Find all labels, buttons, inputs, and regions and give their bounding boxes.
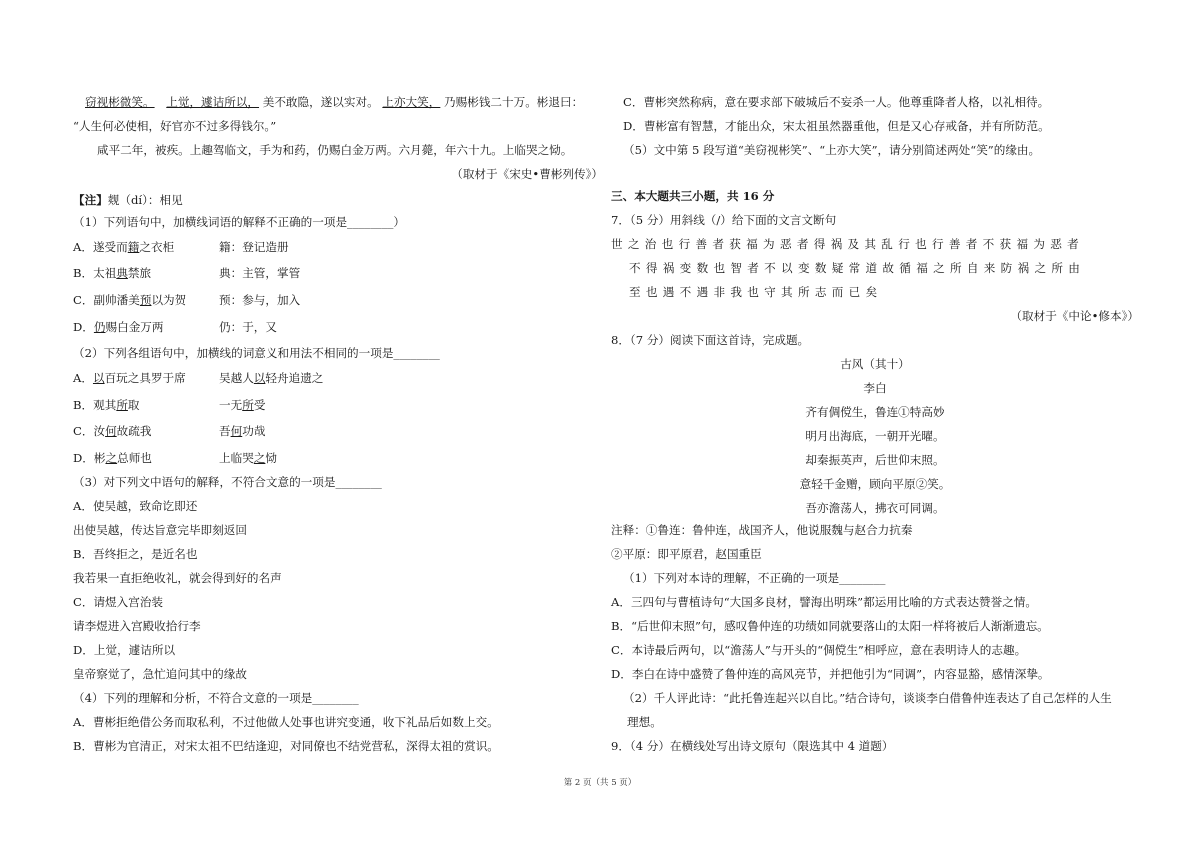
page-number: 第 2 页（共 5 页） — [563, 778, 637, 788]
question-8-stem: 8．（7 分）阅读下面这首诗，完成题。 — [611, 333, 810, 347]
classical-text-line: 不得祸变数也智者不以变数疑常道故循福之所自来防祸之所由 — [629, 261, 1086, 275]
classical-text-line: 至也遇不遇非我也守其所志而已矣 — [629, 285, 883, 299]
question-2-option-d: D．彬之总师也 上临哭之恸 — [73, 451, 278, 465]
underlined-phrase: 窃视彬微笑。 — [85, 95, 155, 109]
poem-line: 齐有倜傥生，鲁连①特高妙 — [805, 405, 945, 419]
question-2-option-a: A．以百玩之具罗于席 吴越人以轻舟追遗之 — [73, 371, 324, 385]
passage-line: “人生何必使相，好官亦不过多得钱尔。” — [73, 119, 277, 133]
question-3-line: D．上觉，遽诘所以 — [73, 643, 176, 657]
annotation-label: 【注】 — [73, 193, 108, 207]
question-7-stem: 7．（5 分）用斜线（/）给下面的文言文断句 — [611, 213, 837, 227]
question-8-1-option: A．三四句与曹植诗句“大国多良材，譬海出明珠”都运用比喻的方式表达赞誉之情。 — [611, 595, 1038, 609]
passage-line: 咸平二年，被疾。上趣驾临文，手为和药，仍赐白金万两。六月薨，年六十九。上临哭之恸。 — [97, 143, 573, 157]
question-5: （5）文中第 5 段写道“美窃视彬笑”、“上亦大笑”，请分别简述两处“笑”的缘由。 — [623, 143, 1041, 157]
question-1-option-b: B．太祖典禁旅 典：主管，掌管 — [73, 266, 301, 280]
poem-author: 李白 — [863, 381, 887, 395]
question-3-line: 请李煜进入宫殿收拾行李 — [73, 619, 201, 633]
question-8-1-option: D．李白在诗中盛赞了鲁仲连的高风亮节，并把他引为“同调”，内容显豁，感情深挚。 — [611, 667, 1050, 681]
question-8-2-line: （2）千人评此诗：“此托鲁连起兴以自比。”结合诗句，谈谈李白借鲁仲连表达了自己怎样的人生 — [623, 691, 1112, 705]
poem-title: 古风（其十） — [840, 357, 910, 371]
question-1-option-a: A．遂受而籍之衣柜 籍：登记造册 — [73, 240, 289, 254]
question-1-stem: （1）下列语句中，加横线词语的解释不正确的一项是________） — [73, 215, 406, 229]
question-4-option-a: A．曹彬拒绝借公务而取私利，不过他做人处事也讲究变通，收下礼品后如数上交。 — [73, 715, 499, 729]
question-4-option-b: B．曹彬为官清正，对宋太祖不巴结逢迎，对同僚也不结党营私，深得太祖的赏识。 — [73, 739, 499, 753]
question-1-option-d: D．仍赐白金万两 仍：于，又 — [73, 320, 277, 334]
question-3-line: B．吾终拒之，是近名也 — [73, 547, 198, 561]
poem-line: 明月出海底，一朝开光曜。 — [805, 429, 945, 443]
question-8-2-line: 理想。 — [627, 715, 662, 729]
poem-line: 意轻千金赠，顾向平原②笑。 — [799, 477, 951, 491]
question-4-stem: （4）下列的理解和分析，不符合文意的一项是________ — [73, 691, 359, 705]
question-2-stem: （2）下列各组语句中，加横线的词意义和用法不相同的一项是________ — [73, 346, 440, 360]
question-4-option-d: D．曹彬富有智慧，才能出众，宋太祖虽然器重他，但是又心存戒备，并有所防范。 — [623, 119, 1050, 133]
question-7-source: （取材于《中论•修本》） — [1010, 309, 1139, 323]
question-1-option-c: C．副帅潘美预以为贺 预：参与，加入 — [73, 293, 301, 307]
question-3-line: A．使吴越，致命讫即还 — [73, 499, 198, 513]
question-8-1-option: B．“后世仰末照”句，感叹鲁仲连的功绩如同就要落山的太阳一样将被后人渐渐遗忘。 — [611, 619, 1049, 633]
question-3-line: C．请煜入宫治装 — [73, 595, 164, 609]
question-2-option-b: B．观其所取 一无所受 — [73, 398, 266, 412]
annotation-text: 觌（dí）：相见 — [107, 193, 183, 207]
question-9: 9．（4 分）在横线处写出诗文原句（限选其中 4 道题） — [611, 739, 894, 753]
question-3-stem: （3）对下列文中语句的解释，不符合文意的一项是________ — [73, 475, 382, 489]
poem-line: 吾亦澹荡人，拂衣可同调。 — [805, 501, 945, 515]
poem-line: 却秦振英声，后世仰末照。 — [805, 453, 945, 467]
question-3-line: 皇帝察觉了，急忙追问其中的缘故 — [73, 667, 247, 681]
question-8-1-stem: （1）下列对本诗的理解，不正确的一项是________ — [623, 571, 886, 585]
question-3-line: 我若果一直拒绝收礼，就会得到好的名声 — [73, 571, 282, 585]
question-8-1-option: C．本诗最后两句，以“澹荡人”与开头的“倜傥生”相呼应，意在表明诗人的志趣。 — [611, 643, 1027, 657]
section-3-heading: 三、本大题共三小题，共 16 分 — [611, 189, 775, 203]
poem-note: 注释：①鲁连：鲁仲连，战国齐人，他说服魏与赵合力抗秦 — [611, 523, 913, 537]
passage-source: （取材于《宋史•曹彬列传》） — [451, 167, 603, 181]
annotation — [73, 192, 183, 208]
question-2-option-c: C．汝何故疏我 吾何功哉 — [73, 424, 266, 438]
question-4-option-c: C．曹彬突然称病，意在要求部下破城后不妄杀一人。他尊重降者人格，以礼相待。 — [623, 95, 1050, 109]
classical-text-line: 世之治也行善者获福为恶者得祸及其乱行也行善者不获福为恶者 — [611, 237, 1085, 251]
passage-text: 乃赐彬钱二十万。彬退曰： — [444, 95, 584, 109]
passage-text: 美不敢隐，遂以实对。 — [262, 95, 379, 109]
passage-line — [85, 94, 583, 110]
poem-note: ②平原：即平原君，赵国重臣 — [611, 547, 762, 561]
question-3-line: 出使吴越，传达旨意完毕即刻返回 — [73, 523, 247, 537]
underlined-phrase: 上觉，遽诘所以， — [166, 95, 260, 109]
underlined-phrase: 上亦大笑， — [382, 95, 441, 109]
